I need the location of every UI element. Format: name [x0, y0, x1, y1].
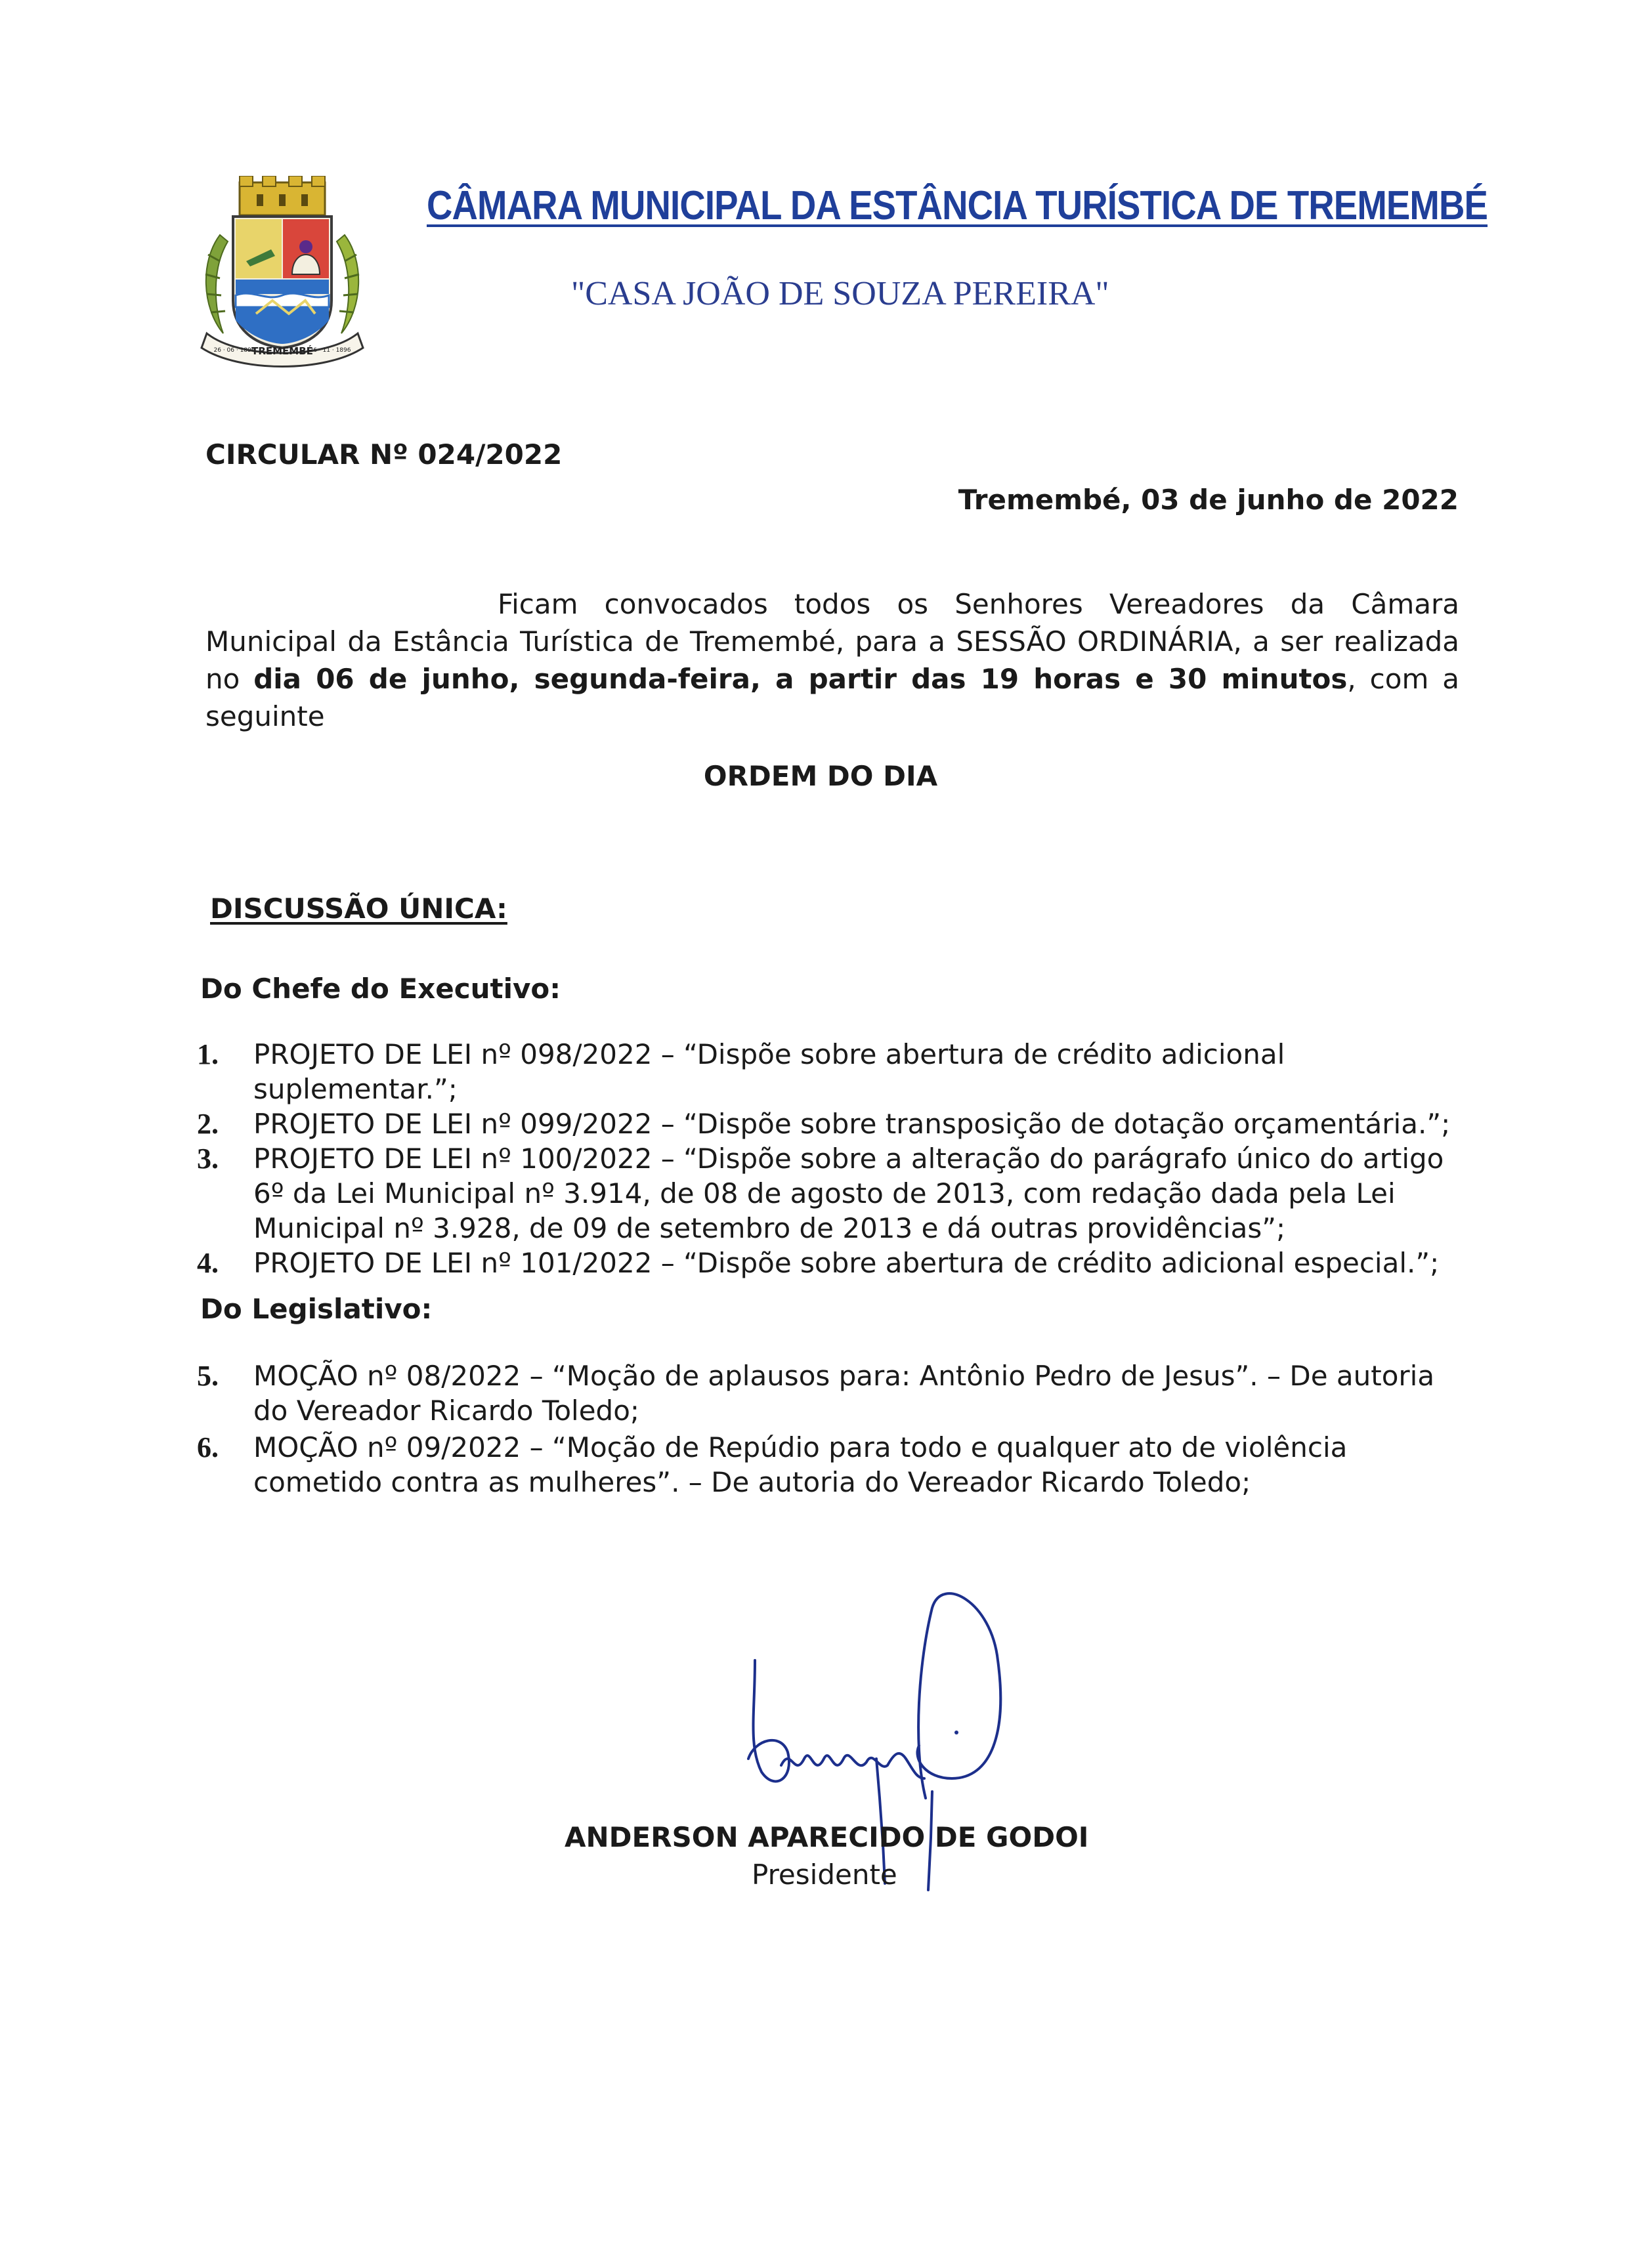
institution-subtitle: "CASA JOÃO DE SOUZA PEREIRA" — [571, 275, 1109, 312]
intro-text-end: , com a seguinte — [205, 663, 1460, 732]
item-text: PROJETO DE LEI nº 100/2022 – “Dispõe sobre a alteração do parágrafo único do artigo 6º da Lei Municipal nº 3.914, de 08 de agosto de 2013, com redação dada pela Lei Municipal nº 3.928, de 09 de setembro de 2013 e dá outras providências”; — [253, 1143, 1444, 1244]
svg-text:26 · 11 · 1896: 26 · 11 · 1896 — [309, 347, 351, 354]
intro-text-start: Ficam convocados todos os Senhores Vereadores da Câmara Municipal da Estância Turística de Tremembé, para a SESSÃO ORDINÁRIA, a ser realizada no — [205, 588, 1459, 695]
signer-title: Presidente — [752, 1858, 897, 1891]
list-item — [197, 1358, 1461, 1428]
session-date-time: dia 06 de junho, segunda-feira, a partir das 19 horas e 30 minutos — [253, 663, 1348, 695]
agenda-title: ORDEM DO DIA — [703, 760, 938, 792]
list-item — [197, 1246, 1461, 1280]
item-number: 6. — [197, 1431, 219, 1463]
item-text: PROJETO DE LEI nº 099/2022 – “Dispõe sobre transposição de dotação orçamentária.”; — [253, 1108, 1451, 1140]
convocation-paragraph — [205, 585, 1459, 735]
item-number: 1. — [197, 1038, 219, 1070]
circular-number: CIRCULAR Nº 024/2022 — [205, 438, 563, 471]
executive-items-list — [197, 1037, 1461, 1280]
item-text: MOÇÃO nº 08/2022 – “Moção de aplausos para: Antônio Pedro de Jesus”. – De autoria do Vereador Ricardo Toledo; — [253, 1360, 1435, 1427]
legislative-heading: Do Legislativo: — [200, 1293, 433, 1325]
institution-title: CÂMARA MUNICIPAL DA ESTÂNCIA TURÍSTICA DE TREMEMBÉ — [427, 183, 1488, 228]
item-number: 5. — [197, 1360, 219, 1392]
legislative-items-list — [197, 1358, 1461, 1502]
list-item — [197, 1037, 1461, 1106]
item-number: 2. — [197, 1108, 219, 1140]
svg-text:26 · 06 · 1896: 26 · 06 · 1896 — [213, 347, 255, 354]
discussion-heading: DISCUSSÃO ÚNICA: — [210, 892, 507, 925]
item-text: PROJETO DE LEI nº 098/2022 – “Dispõe sobre abertura de crédito adicional suplementar.”; — [253, 1038, 1285, 1105]
executive-heading: Do Chefe do Executivo: — [200, 973, 561, 1005]
signer-name: ANDERSON APARECIDO DE GODOI — [565, 1821, 1089, 1853]
item-text: MOÇÃO nº 09/2022 – “Moção de Repúdio para todo e qualquer ato de violência cometido contra as mulheres”. – De autoria do Vereador Ricardo Toledo; — [253, 1431, 1348, 1498]
item-number: 4. — [197, 1247, 219, 1279]
list-item — [197, 1141, 1461, 1246]
svg-text:TREMEMBÉ: TREMEMBÉ — [251, 345, 313, 357]
place-and-date: Tremembé, 03 de junho de 2022 — [958, 484, 1459, 516]
list-item — [197, 1430, 1461, 1500]
list-item — [197, 1106, 1461, 1141]
municipal-coat-of-arms — [194, 176, 371, 373]
item-text: PROJETO DE LEI nº 101/2022 – “Dispõe sobre abertura de crédito adicional especial.”; — [253, 1247, 1440, 1279]
item-number: 3. — [197, 1143, 219, 1175]
